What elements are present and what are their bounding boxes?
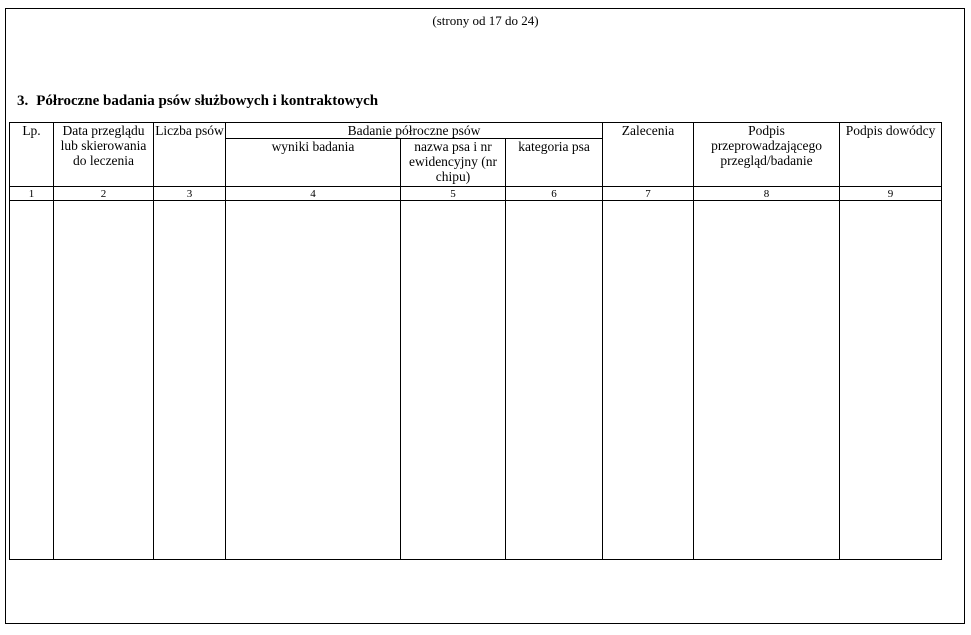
cell-liczba[interactable]	[154, 201, 226, 560]
header-zalecenia: Zalecenia	[603, 123, 694, 187]
page-range-note: (strony od 17 do 24)	[432, 13, 539, 28]
column-number: 5	[401, 187, 506, 201]
cell-podpis-dowodcy[interactable]	[840, 201, 942, 560]
column-number: 8	[694, 187, 840, 201]
cell-podpis-przeprowadzajacego[interactable]	[694, 201, 840, 560]
header-nazwa-psa: nazwa psa i nr ewidencyjny (nr chipu)	[401, 139, 506, 187]
column-number-row	[10, 187, 942, 201]
column-number: 2	[54, 187, 154, 201]
header-lp: Lp.	[10, 123, 54, 187]
cell-nazwa-psa[interactable]	[401, 201, 506, 560]
inspection-table	[9, 122, 942, 560]
header-data: Data przeglądu lub skierowania do leczenia	[54, 123, 154, 187]
cell-wyniki-badania[interactable]	[226, 201, 401, 560]
header-row-1	[10, 123, 942, 139]
header-badanie-group: Badanie półroczne psów	[226, 123, 603, 139]
column-number: 6	[506, 187, 603, 201]
header-liczba: Liczba psów	[154, 123, 226, 187]
table-body-row	[10, 201, 942, 560]
column-number: 7	[603, 187, 694, 201]
section-heading	[17, 93, 378, 110]
cell-data[interactable]	[54, 201, 154, 560]
cell-kategoria-psa[interactable]	[506, 201, 603, 560]
header-podpis-przeprowadzajacego: Podpis przeprowadzającego przegląd/badanie	[694, 123, 840, 187]
header-wyniki-badania: wyniki badania	[226, 139, 401, 187]
section-title-text: Półroczne badania psów służbowych i kontraktowych	[36, 93, 379, 109]
header-kategoria-psa: kategoria psa	[506, 139, 603, 187]
header-podpis-dowodcy: Podpis dowódcy	[840, 123, 942, 187]
section-number: 3.	[17, 93, 29, 109]
column-number: 4	[226, 187, 401, 201]
column-number: 3	[154, 187, 226, 201]
cell-zalecenia[interactable]	[603, 201, 694, 560]
cell-lp[interactable]	[10, 201, 54, 560]
column-number: 1	[10, 187, 54, 201]
column-number: 9	[840, 187, 942, 201]
